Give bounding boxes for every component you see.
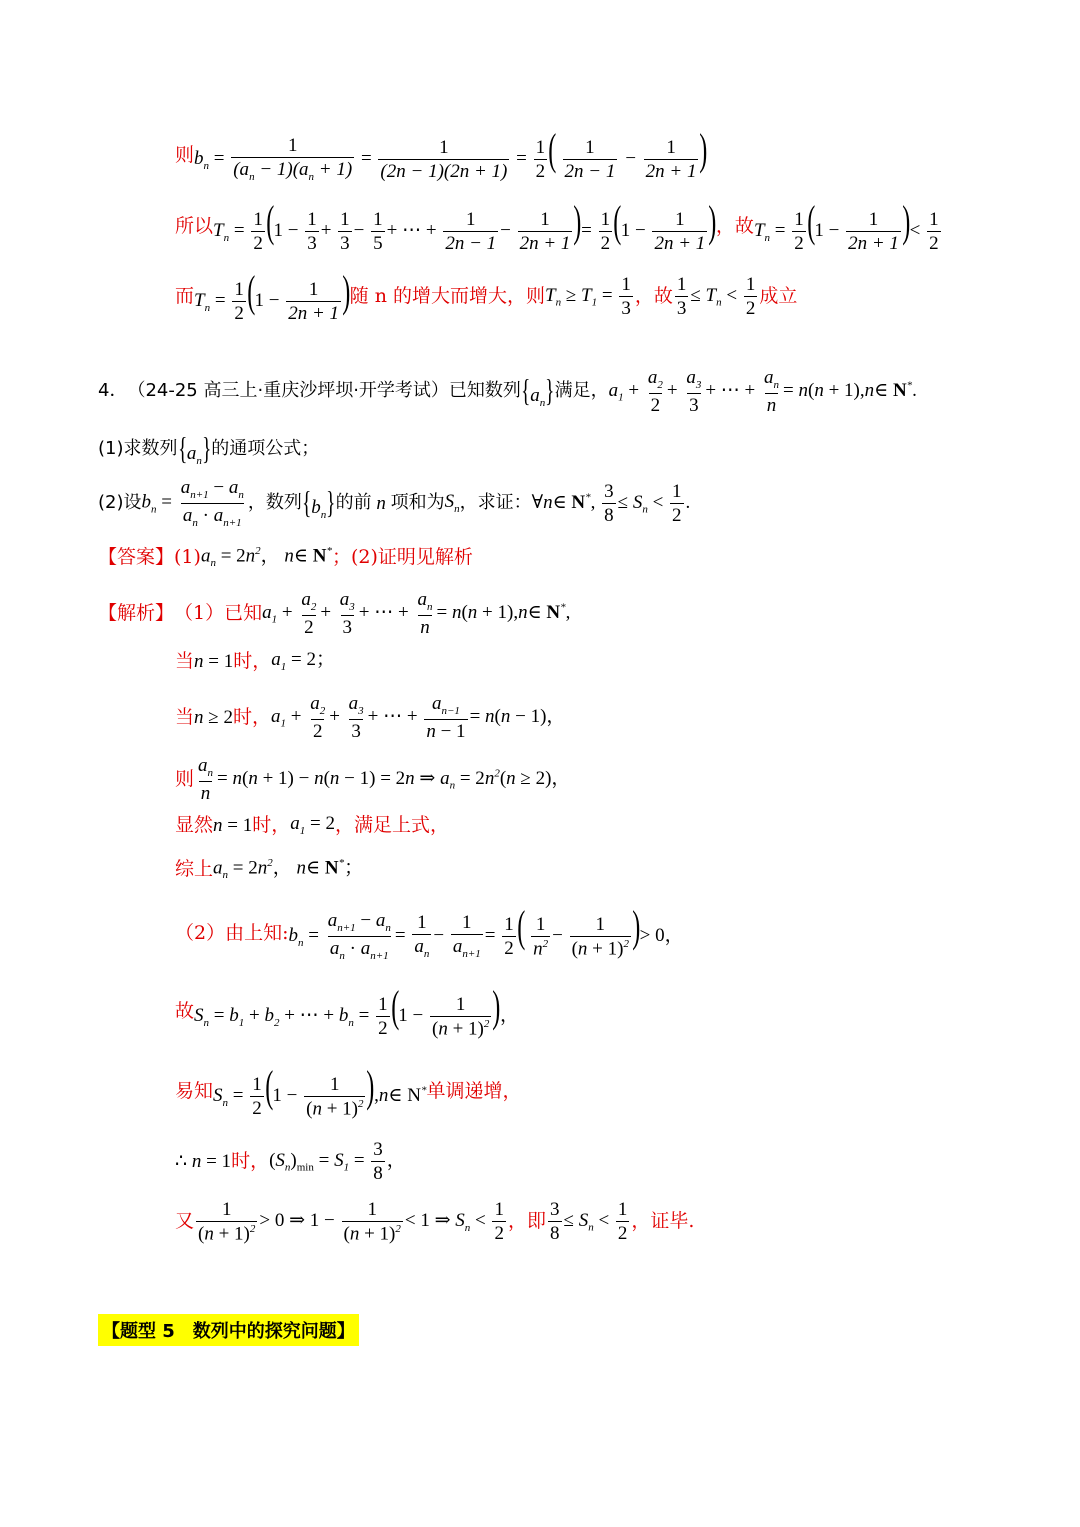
math-final: $\frac{1}{(n + 1)^2}$ > 0 ⇒ 1 − $\frac{1}{(n + 1)^2}$ < 1 ⇒ $S_n$ < $\frac{1}{2}$ <box>198 1199 504 1245</box>
analysis-1: （1）已知 <box>174 601 263 624</box>
analysis-n1 <box>175 650 335 673</box>
text-ze: 则 <box>175 144 195 167</box>
line-bn-formula <box>175 125 708 184</box>
answer-tag: 【答案】 <box>98 546 175 569</box>
math-prove: ∀n∈ N*, $\frac{3}{8}$ ≤ $S_n$ < $\frac{1}{2}$ . <box>531 480 691 526</box>
analysis-summary <box>175 858 363 881</box>
analysis-n2 <box>175 694 565 741</box>
q4-sub2-mid: ，数列 <box>247 492 302 514</box>
text-easy: 易知 <box>175 1080 214 1103</box>
analysis-then <box>175 756 570 803</box>
math-bn: $b_n$ = $\frac{1}{(a_n - 1)(a_n + 1)}$ = $\frac{1}{(2n - 1)(2n + 1)}$ = $\frac{1}{2}$ ( $\frac{1}{2n - 1}$ − $\frac{1}{2n + 1}$ ) <box>194 125 708 184</box>
q4-sub1 <box>98 432 319 467</box>
text-chengli: 成立 <box>759 285 798 308</box>
math-sn: $S_n$ <box>444 490 460 515</box>
math-tn-bound: $T_n$ = $\frac{1}{2}$ (1 − $\frac{1}{2n + 1}$ )< $\frac{1}{2}$ <box>753 197 939 255</box>
q4-number: 4． <box>98 380 128 402</box>
text-done: ，证毕. <box>631 1210 695 1233</box>
analysis-final <box>175 1200 694 1243</box>
text-monotone: 单调递增， <box>426 1080 522 1103</box>
text-when2-tail: 时， <box>232 705 271 728</box>
q4-sub2-mid2: 的前 <box>335 492 372 514</box>
math-summary: $a_n = 2n^2$， n∈ N*； <box>213 857 364 882</box>
math-sn-mono: $S_n$ = $\frac{1}{2}$ (1 − $\frac{1}{(n + 1)^2}$ ),n∈ N* <box>213 1062 427 1120</box>
q4-sub2-mid3: 项和为 <box>390 492 445 514</box>
text-then: 则 <box>175 767 195 790</box>
math-range: $\frac{1}{3}$ ≤ $T_n$ < $\frac{1}{2}$ <box>676 274 756 320</box>
q4-source: （24-25 高三上·重庆沙坪坝·开学考试）已知数列 <box>127 380 521 402</box>
text-namely: ，即 <box>507 1210 546 1233</box>
math-an-set2: $\{a_n\}$ <box>177 430 212 467</box>
text-gu2: ，故 <box>634 285 673 308</box>
text-when: 当 <box>175 649 195 672</box>
math-therefore: ∴ n = 1 <box>175 1151 232 1172</box>
text-summary: 综上 <box>175 858 214 881</box>
math-answer-an: $a_n = 2n^2$， n∈ N* <box>200 545 332 570</box>
text-when2: 当 <box>175 705 195 728</box>
math-a1b: $a_1 = 2$ <box>290 813 335 837</box>
analysis-easy <box>175 1062 522 1120</box>
q4-sub2 <box>98 478 690 529</box>
analysis-part2 <box>175 902 684 962</box>
analysis-tag: 【解析】 <box>98 601 175 624</box>
math-n: n <box>371 492 391 514</box>
text-obviously-tail: 时， <box>252 813 291 836</box>
q4-sub1-text: (1)求数列 <box>98 438 178 460</box>
text-obviously: 显然 <box>175 813 214 836</box>
q4-sub1-tail: 的通项公式； <box>211 438 320 460</box>
math-n-eq-1: n = 1 <box>194 650 234 672</box>
math-tn: $T_n$ = $\frac{1}{2}$ (1 − $\frac{1}{3}$ + $\frac{1}{3}$ − $\frac{1}{5}$ + ⋯ + $\frac{1}{2n - 1}$ − $\frac{1}{2n + 1}$ )= $\frac{1}{2}$ (1 − $\frac{1}{2n + 1}$ ) <box>213 197 717 255</box>
section-banner: 【题型 5 数列中的探究问题】 <box>98 1314 359 1346</box>
analysis-line1 <box>98 590 570 637</box>
text-satisfy: ，满足上式， <box>334 813 449 836</box>
math-t1: $T_n \ge T_1$ = $\frac{1}{3}$ <box>545 274 631 320</box>
math-a1: $a_1 = 2$； <box>271 649 335 673</box>
analysis-hence <box>175 982 520 1040</box>
q4-sub2-text: (2)设 <box>98 492 142 514</box>
text-when-min: 时， <box>231 1150 270 1172</box>
line-tn-increase <box>175 267 798 325</box>
math-n-eq-1b: n = 1 <box>213 814 253 836</box>
math-final-range: $\frac{3}{8}$ ≤ $S_n$ < $\frac{1}{2}$ <box>550 1199 628 1245</box>
answer-sep: ；(2)证明见解析 <box>331 546 473 569</box>
line-tn-sum <box>175 197 943 255</box>
math-sn-sum: $S_n = b_1 + b_2$ + ⋯ + $b_n$ = $\frac{1}{2}$ (1 − $\frac{1}{(n + 1)^2}$ )， <box>194 982 520 1040</box>
q4-stem <box>98 368 917 415</box>
math-an-set: $\{a_n\}$ <box>520 372 555 409</box>
text-also: 又 <box>175 1210 195 1233</box>
text-when-tail: 时， <box>233 649 272 672</box>
math-an-n: $\frac{a_n}{n}$ = n(n + 1) − n(n − 1) = 2n ⇒ $a_n = 2n^2(n \ge 2)$， <box>198 755 571 804</box>
analysis-min <box>175 1140 406 1183</box>
math-bn-expand: $b_n$ = $\frac{a_{n+1} - a_n}{a_n \cdot a_{n+1}}$ = $\frac{1}{a_n}$ − $\frac{1}{a_{n+1}}$ = $\frac{1}{2}$ ( $\frac{1}{n^2}$ − $\frac{1}{(n + 1)^2}$ )> 0， <box>288 902 684 962</box>
math-bn-set: $\{b_n\}$ <box>301 483 336 521</box>
analysis-obviously <box>175 814 449 837</box>
text-er: 而 <box>175 285 195 308</box>
text-gu: ，故 <box>715 215 754 238</box>
answer-1: (1) <box>174 546 201 569</box>
q4-sub2-mid4: ，求证： <box>459 492 532 514</box>
answer-line <box>98 546 473 569</box>
math-given: $a_1$ + $\frac{a_2}{2}$ + $\frac{a_3}{3}$ + ⋯ + $\frac{a_n}{n}$ = n(n + 1),n∈ N*, <box>262 589 571 638</box>
math-n-ge-2: n ≥ 2 <box>194 706 233 728</box>
text-part2: （2）由上知: <box>175 921 289 944</box>
math-tn2: $T_n$ = $\frac{1}{2}$ (1 − $\frac{1}{2n + 1}$ ) <box>194 267 351 325</box>
math-bn-def: $b_n$ = $\frac{a_{n+1} - a_n}{a_n \cdot a_{n+1}}$ <box>141 477 244 529</box>
math-n2-eq: $a_1$ + $\frac{a_2}{2}$ + $\frac{a_3}{3}$ + ⋯ + $\frac{a_{n-1}}{n - 1}$ = n(n − 1)， <box>270 693 566 742</box>
text-hence: 故 <box>175 1000 195 1023</box>
q4-cond: 满足， <box>554 380 609 402</box>
math-q4-eq: $a_1$ + $\frac{a_2}{2}$ + $\frac{a_3}{3}$ + ⋯ + $\frac{a_n}{n}$ = n(n + 1),n∈ N*. <box>608 367 917 416</box>
text-increase: 随 n 的增大而增大，则 <box>349 285 545 308</box>
text-suoyi: 所以 <box>175 215 214 238</box>
math-min: $(S_n)_{min} = S_1$ = $\frac{3}{8}$ ， <box>269 1139 406 1184</box>
